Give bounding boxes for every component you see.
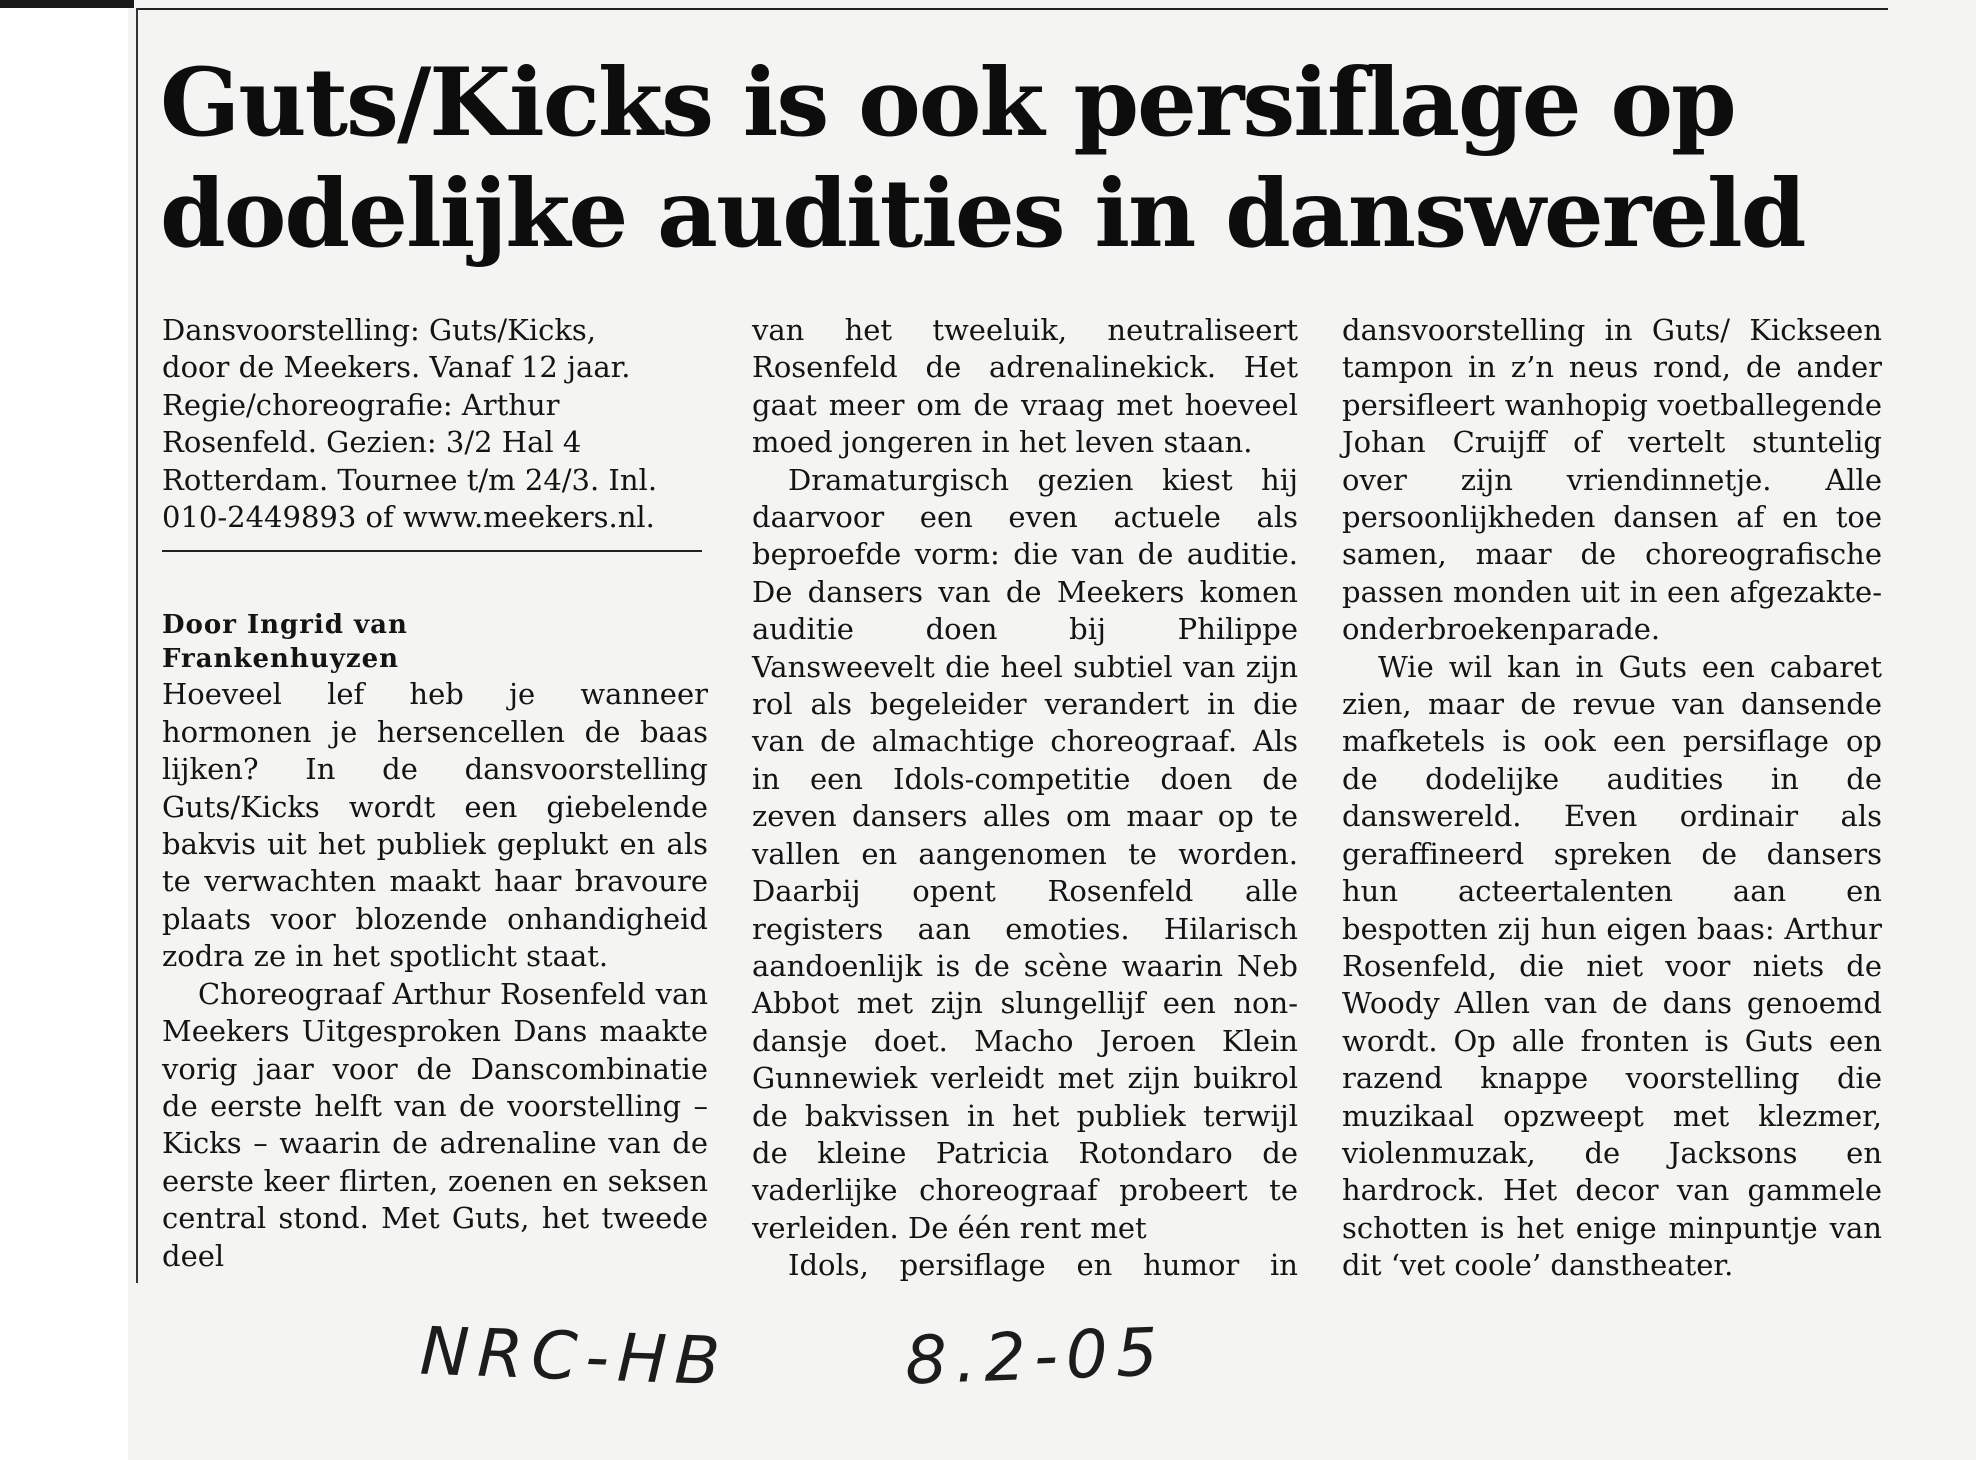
- byline: [162, 608, 708, 676]
- byline-line-2: Frankenhuyzen: [162, 644, 400, 675]
- info-line: Rosenfeld. Gezien: 3/2 Hal 4: [162, 425, 582, 460]
- info-line: Regie/choreografie: Arthur: [162, 387, 560, 422]
- byline-line-1: Door Ingrid van: [162, 610, 408, 641]
- article-paragraph: Wie wil kan in Guts een cabaret zien, maar de revue van dansende mafketels is ook een persiflage op de dodelijke audities in de danswereld. Even ordinair als geraffineerd spreken de dansers hun acteertalenten aan en bespotten zij hun eigen baas: Arthur Rosenfeld, die niet voor niets de Woody Allen van de dans genoemd wordt. Op alle fronten is Guts een razend knappe voorstelling die muzikaal opzweept met klezmer, violenmuzak, de Jacksons en hardrock. Het decor van gammele schotten is het enige minpuntje van dit ‘vet coole’ danstheater.: [1342, 649, 1882, 1283]
- column-1: [162, 312, 708, 1275]
- info-line: 010-2449893 of www.meekers.nl.: [162, 500, 655, 535]
- article-subhead-start: Idols, persiflage en humor in: [788, 1248, 1298, 1283]
- article-headline: [160, 48, 1805, 270]
- article-paragraph: Choreograaf Arthur Rosenfeld van Meekers Uitgesproken Dans maakte vorig jaar voor de Danscombinatie de eerste helft van de voorstelling – Kicks – waarin de adrenaline van de eerste keer flirten, zoenen en seksen central stond. Met Guts, het tweede deel: [162, 976, 708, 1273]
- info-line: Rotterdam. Tournee t/m 24/3. Inl.: [162, 462, 658, 497]
- show-info-box: [162, 312, 708, 536]
- handwritten-date: 8.2-05: [903, 1313, 1168, 1400]
- headline-line-1: Guts/Kicks is ook persiflage op: [160, 48, 1735, 158]
- info-line: door de Meekers. Vanaf 12 jaar.: [162, 350, 631, 385]
- left-border-rule: [136, 8, 138, 1283]
- column-3: [1342, 312, 1882, 1285]
- info-box-rule: [162, 550, 702, 552]
- top-rule: [138, 8, 1888, 10]
- article-paragraph: van het tweeluik, neutraliseert Rosenfeld de adrenalinekick. Het gaat meer om de vraag met hoeveel moed jongeren in het leven staan.: [752, 313, 1298, 460]
- headline-line-2: dodelijke audities in danswereld: [160, 159, 1805, 269]
- article-paragraph: Dramaturgisch gezien kiest hij daarvoor een even actuele als beproefde vorm: die van de auditie. De dansers van de Meekers komen auditie doen bij Philippe Vansweevelt die heel subtiel van zijn rol als begeleider verandert in die van de almachtige choreograaf. Als in een Idols-competitie doen de zeven dansers alles om maar op te vallen en aangenomen te worden. Daarbij opent Rosenfeld alle registers aan emoties. Hilarisch aandoenlijk is de scène waarin Neb Abbot met zijn slungellijf een non-dansje doet. Macho Jeroen Klein Gunnewiek verleidt met zijn buikrol de bakvissen in het publiek terwijl de kleine Patricia Rotondaro de vaderlijke choreograaf probeert te verleiden. De één rent met: [752, 462, 1298, 1245]
- info-line: Dansvoorstelling: Guts/Kicks,: [162, 313, 597, 347]
- article-paragraph: dansvoorstelling in Guts/ Kickseen tampon in z’n neus rond, de ander persifleert wanhopig voetballegende Johan Cruijff of vertelt stuntelig over zijn vriendinnetje. Alle persoonlijkheden dansen af en toe samen, maar de choreografische passen monden uit in een afgezakte-onderbroekenparade.: [1342, 313, 1882, 647]
- handwritten-source: NRC-HB: [418, 1312, 730, 1401]
- column-2: [752, 312, 1298, 1285]
- article-paragraph: Hoeveel lef heb je wanneer hormonen je hersencellen de baas lijken? In de dansvoorstelling Guts/Kicks wordt een giebelende bakvis uit het publiek geplukt en als te verwachten maakt haar bravoure plaats voor blozende onhandigheid zodra ze in het spotlicht staat.: [162, 677, 708, 974]
- scan-edge-bar: [0, 0, 134, 8]
